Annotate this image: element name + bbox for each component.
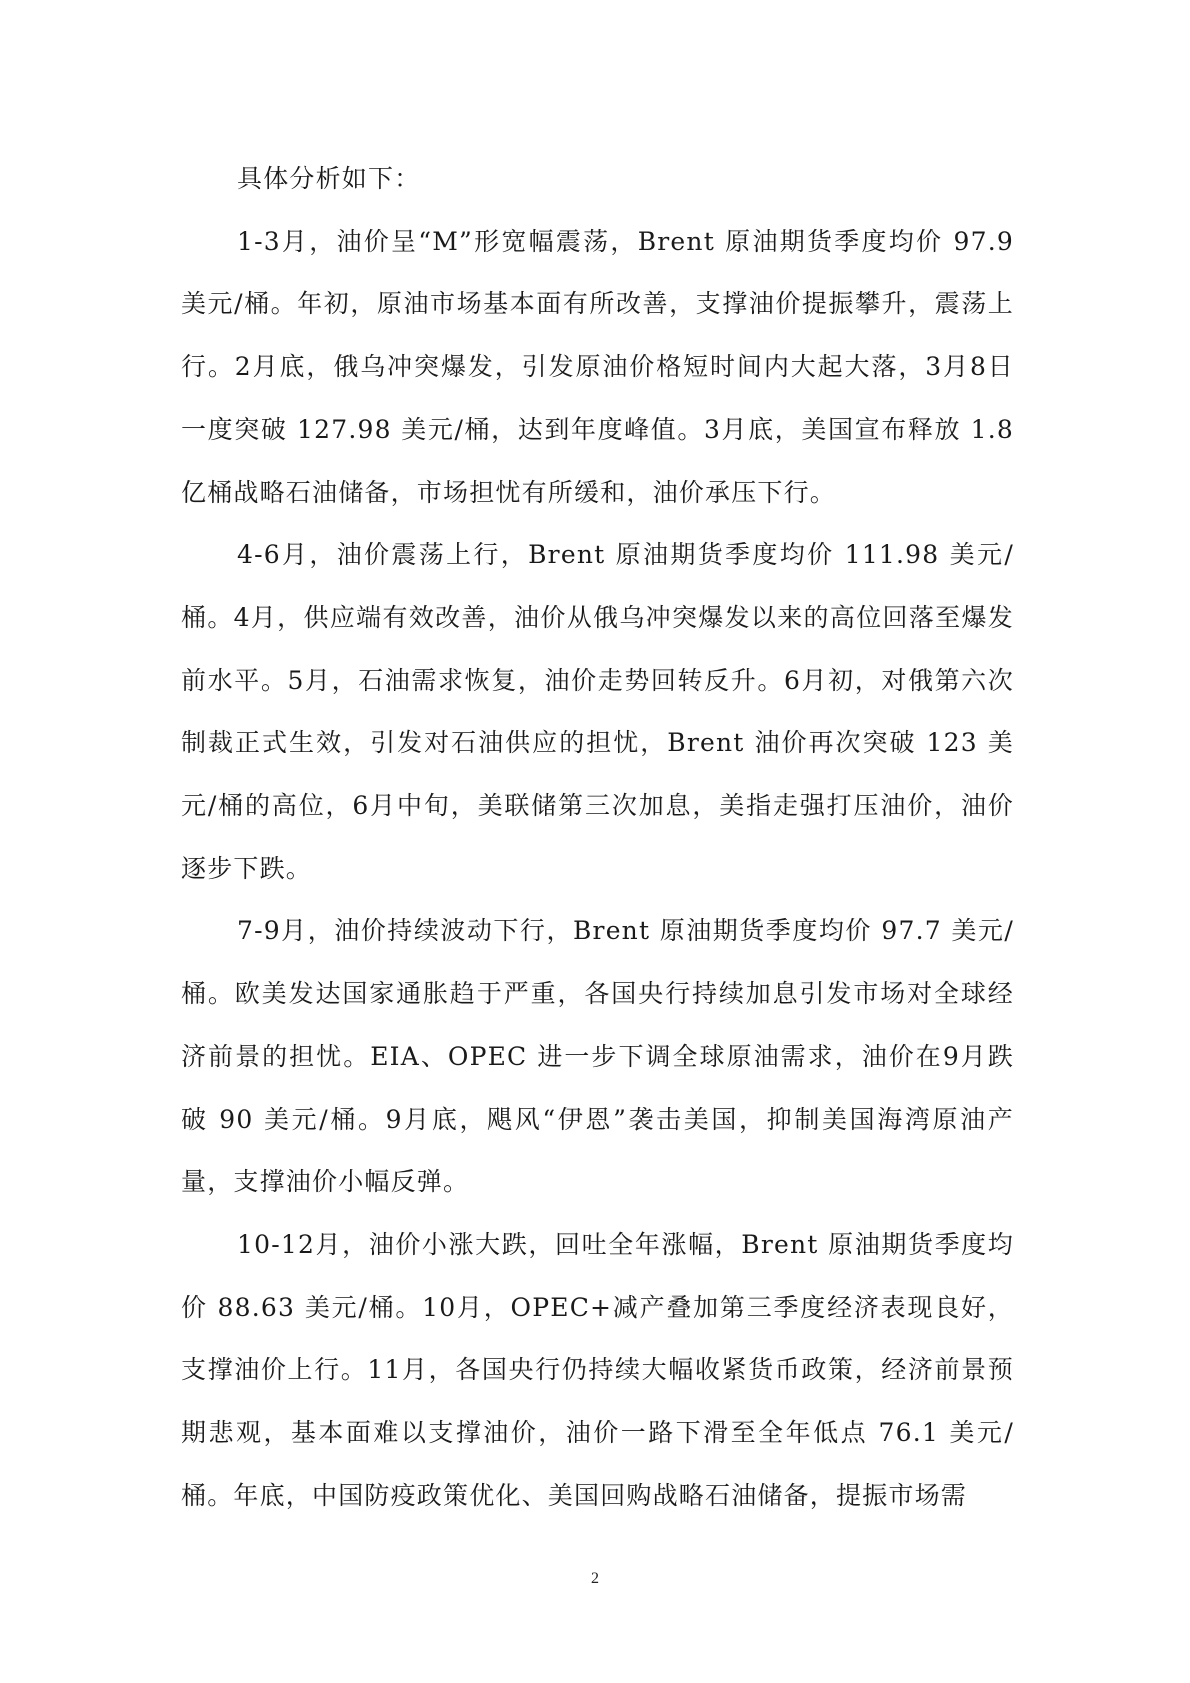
paragraph-q2: 4-6月，油价震荡上行，Brent 原油期货季度均价 111.98 美元/桶。4月，供应端有效改善，油价从俄乌冲突爆发以来的高位回落至爆发前水平。5月，石油需求恢复，油价走势回转反升。6月初，对俄第六次制裁正式生效，引发对石油供应的担忧，Brent 油价再次突破 123 美元/桶的高位，6月中旬，美联储第三次加息，美指走强打压油价，油价逐步下跌。 — [181, 540, 1014, 883]
paragraph-q3: 7-9月，油价持续波动下行，Brent 原油期货季度均价 97.7 美元/桶。欧美发达国家通胀趋于严重，各国央行持续加息引发市场对全球经济前景的担忧。EIA、OPEC 进一步下调全球原油需求，油价在9月跌破 90 美元/桶。9月底，飓风“伊恩”袭击美国，抑制美国海湾原油产量，支撑油价小幅反弹。 — [181, 916, 1014, 1197]
page-number: 2 — [591, 1570, 599, 1587]
paragraph-q1: 1-3月，油价呈“M”形宽幅震荡，Brent 原油期货季度均价 97.9 美元/桶。年初，原油市场基本面有所改善，支撑油价提振攀升，震荡上行。2月底，俄乌冲突爆发，引发原油价格短时间内大起大落，3月8日一度突破 127.98 美元/桶，达到年度峰值。3月底，美国宣布释放 1.8 亿桶战略石油储备，市场担忧有所缓和，油价承压下行。 — [181, 226, 1014, 507]
intro-paragraph: 具体分析如下： — [237, 164, 421, 193]
paragraph-q4: 10-12月，油价小涨大跌，回吐全年涨幅，Brent 原油期货季度均价 88.63 美元/桶。10月，OPEC+减产叠加第三季度经济表现良好，支撑油价上行。11月，各国央行仍持续大幅收紧货币政策，经济前景预期悲观，基本面难以支撑油价，油价一路下滑至全年低点 76.1 美元/桶。年底，中国防疫政策优化、美国回购战略石油储备，提振市场需 — [181, 1229, 1014, 1510]
body-text — [181, 148, 1014, 1527]
